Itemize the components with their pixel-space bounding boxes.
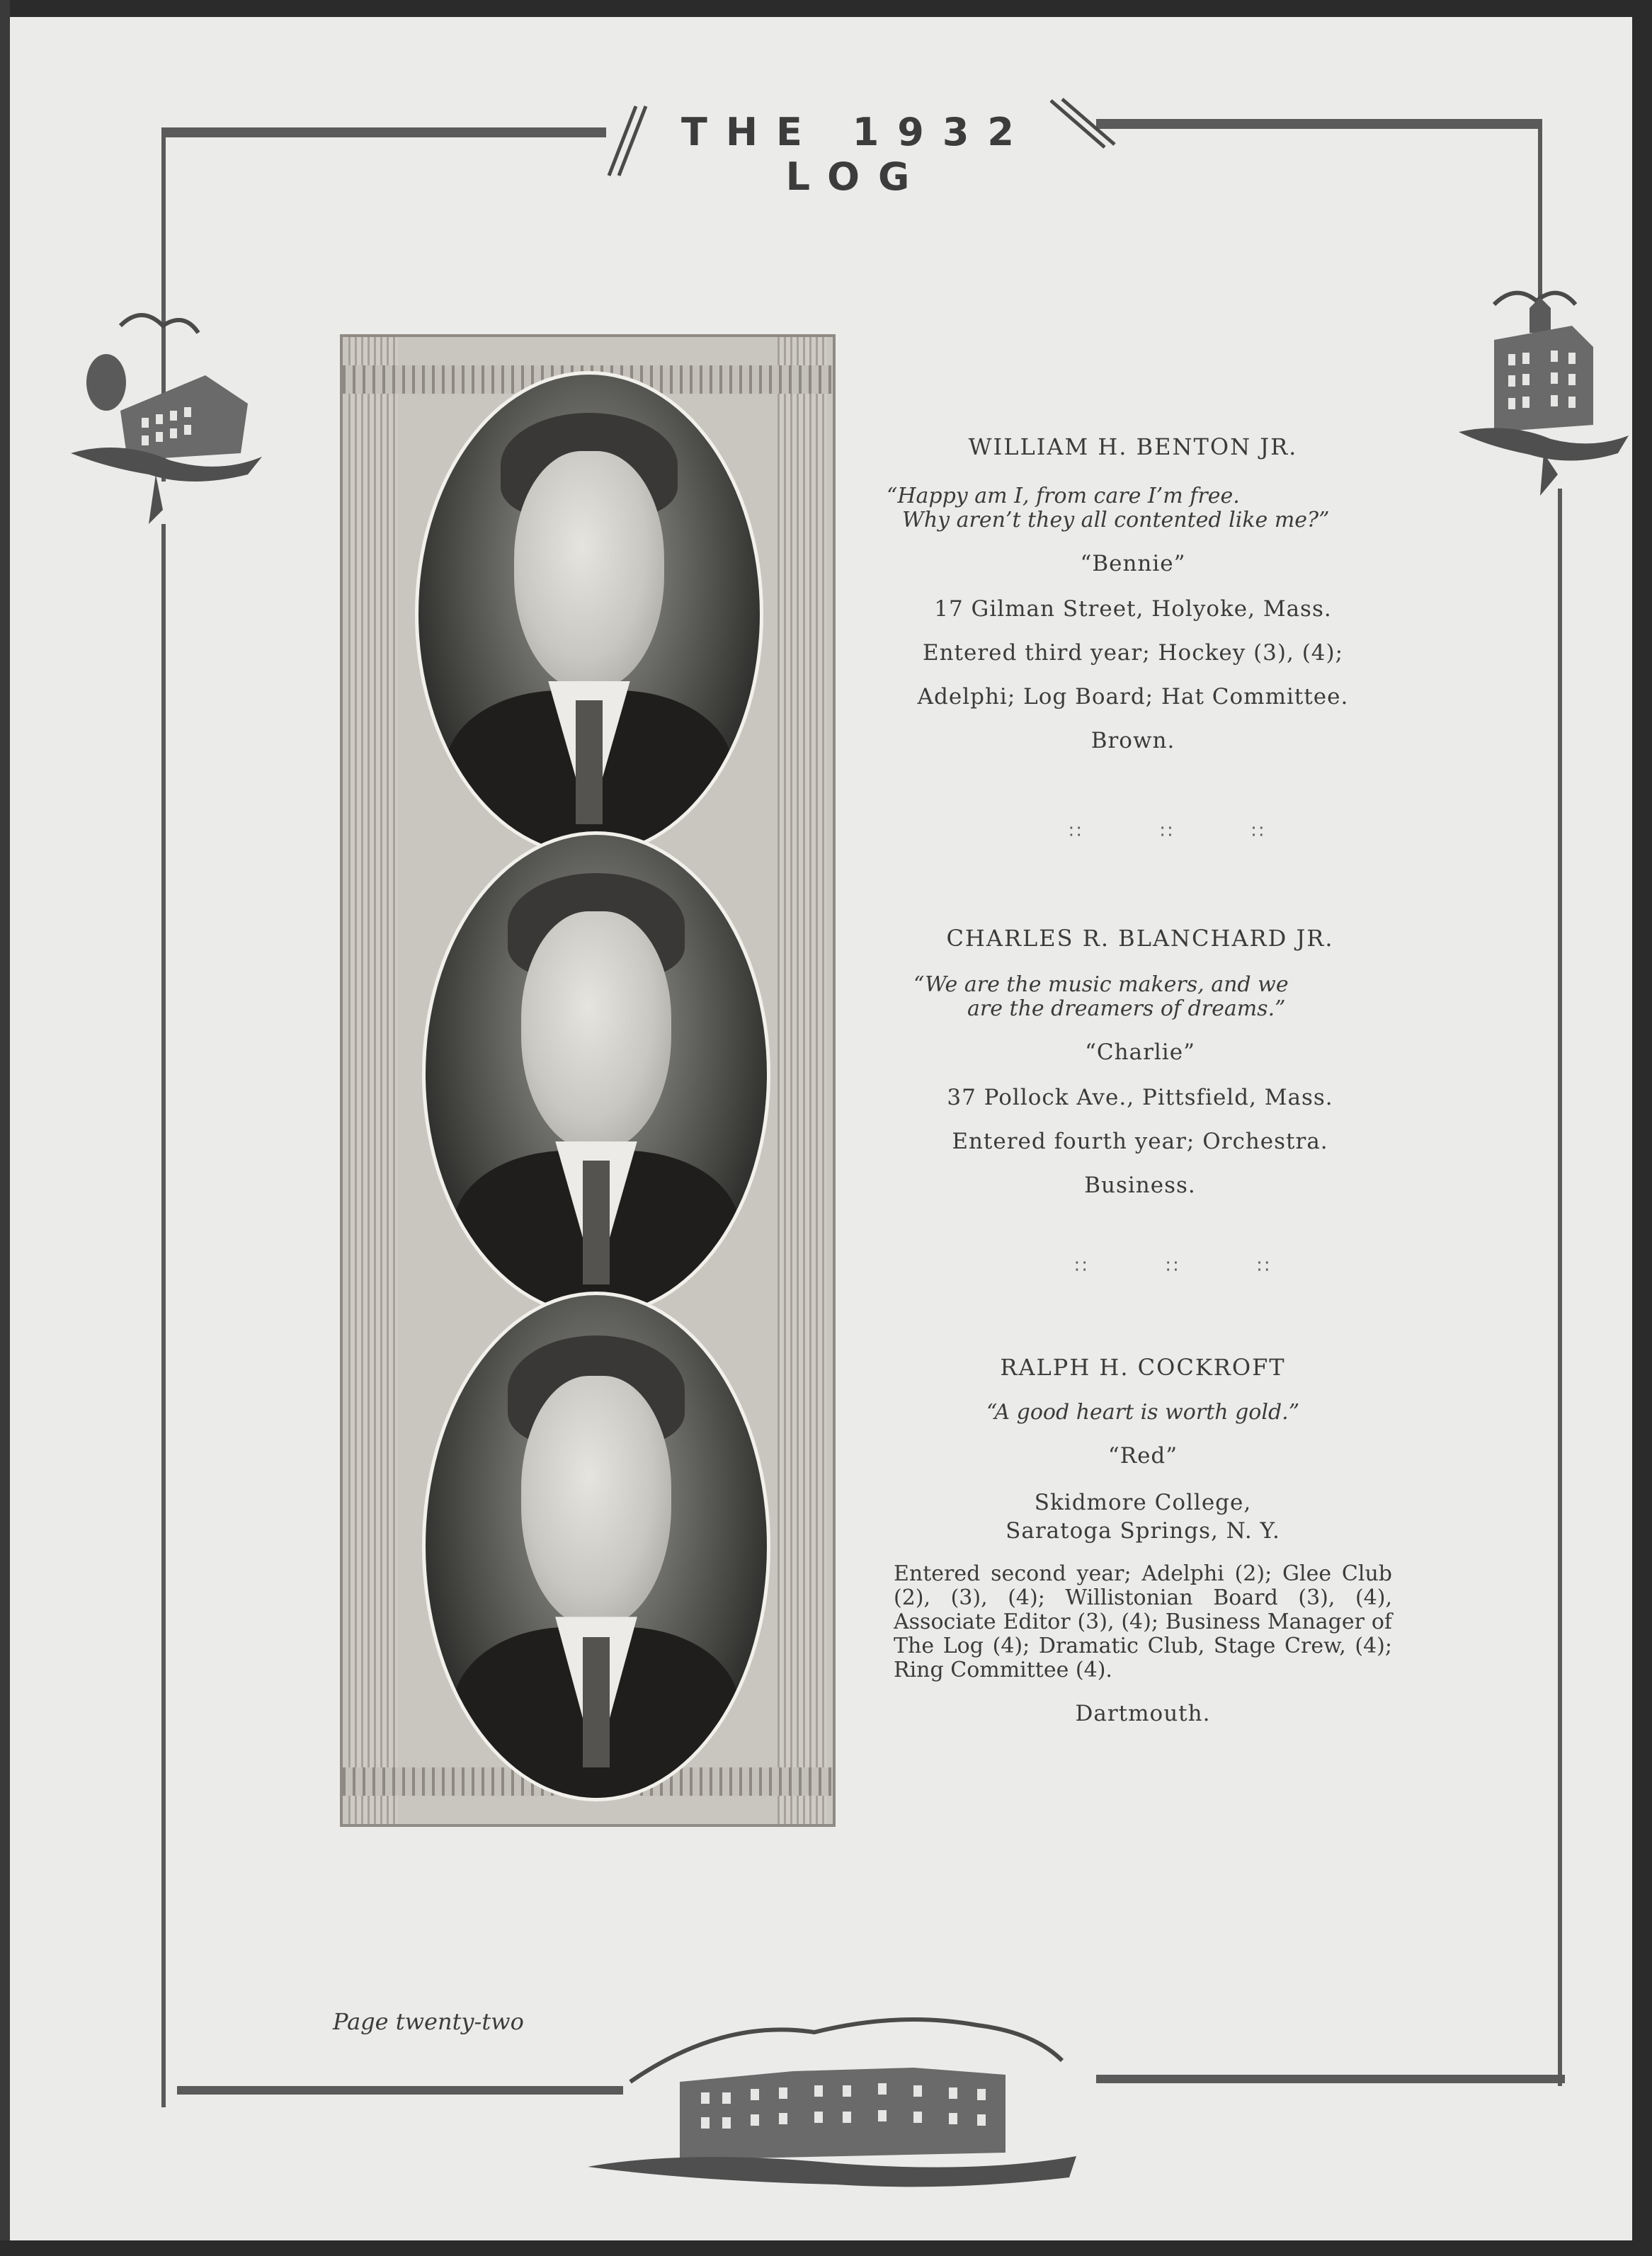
student-name: CHARLES R. BLANCHARD JR. — [946, 925, 1334, 952]
portrait-cockroft — [422, 1292, 770, 1801]
bottom-campus-building-ornament-icon — [581, 2004, 1090, 2195]
quote-line-1: “Happy am I, from care I’m free. — [887, 484, 1240, 508]
activities-line-1: Entered third year; Hockey (3), (4); — [922, 640, 1344, 666]
entry-blanchard — [885, 925, 1395, 1198]
college: Brown. — [1090, 728, 1175, 753]
address: 17 Gilman Street, Holyoke, Mass. — [934, 596, 1332, 622]
activities-paragraph: Entered second year; Adelphi (2); Glee Club (2), (3), (4); Willistonian Board (3), (4), Associate Editor (3), (4); Business Manager of The Log (4); Dramatic Club, Stage Crew, (4); Ring Committee (4). — [894, 1561, 1392, 1682]
panel-right-border — [777, 337, 827, 1824]
address-line-1: Skidmore College, — [1034, 1490, 1252, 1515]
header-right-slash-ornament — [1041, 92, 1119, 170]
college: Business. — [1084, 1173, 1196, 1198]
student-name: RALPH H. COCKROFT — [1000, 1354, 1286, 1381]
student-name: WILLIAM H. BENTON JR. — [968, 433, 1298, 460]
page-number-label: Page twenty-two — [333, 2008, 524, 2035]
scan-top-edge — [0, 0, 1652, 17]
activities-line-1: Entered fourth year; Orchestra. — [952, 1129, 1328, 1154]
nickname: “Red” — [1107, 1443, 1178, 1469]
right-building-ornament-icon — [1452, 269, 1636, 503]
left-building-ornament-icon — [64, 297, 269, 524]
activities-line-2: Adelphi; Log Board; Hat Committee. — [917, 684, 1349, 710]
address-line-2: Saratoga Springs, N. Y. — [1006, 1518, 1280, 1544]
nickname: “Bennie” — [1080, 551, 1186, 576]
scan-bottom-edge — [0, 2240, 1652, 2256]
address: 37 Pollock Ave., Pittsfield, Mass. — [947, 1085, 1333, 1110]
panel-left-border — [348, 337, 398, 1824]
portrait-benton — [415, 371, 763, 857]
entry-benton — [878, 433, 1388, 753]
nickname: “Charlie” — [1085, 1039, 1195, 1065]
header-left-slash-ornament — [595, 99, 651, 184]
quote-line-1: “We are the music makers, and we — [913, 972, 1289, 997]
portrait-panel — [340, 334, 836, 1827]
separator-ornament: ∷ ∷ ∷ — [1069, 821, 1301, 843]
portrait-blanchard — [422, 831, 770, 1317]
college: Dartmouth. — [1075, 1701, 1211, 1726]
quote-line-2: Why aren’t they all contented like me?” — [902, 508, 1330, 532]
scan-left-edge — [0, 0, 10, 2256]
page-header-title: THE 1932 LOG — [680, 110, 1032, 199]
separator-ornament: ∷ ∷ ∷ — [1075, 1256, 1306, 1277]
quote-line-1: “A good heart is worth gold.” — [986, 1400, 1300, 1425]
quote-line-2: are the dreamers of dreams.” — [967, 996, 1286, 1021]
entry-cockroft — [894, 1354, 1392, 1726]
